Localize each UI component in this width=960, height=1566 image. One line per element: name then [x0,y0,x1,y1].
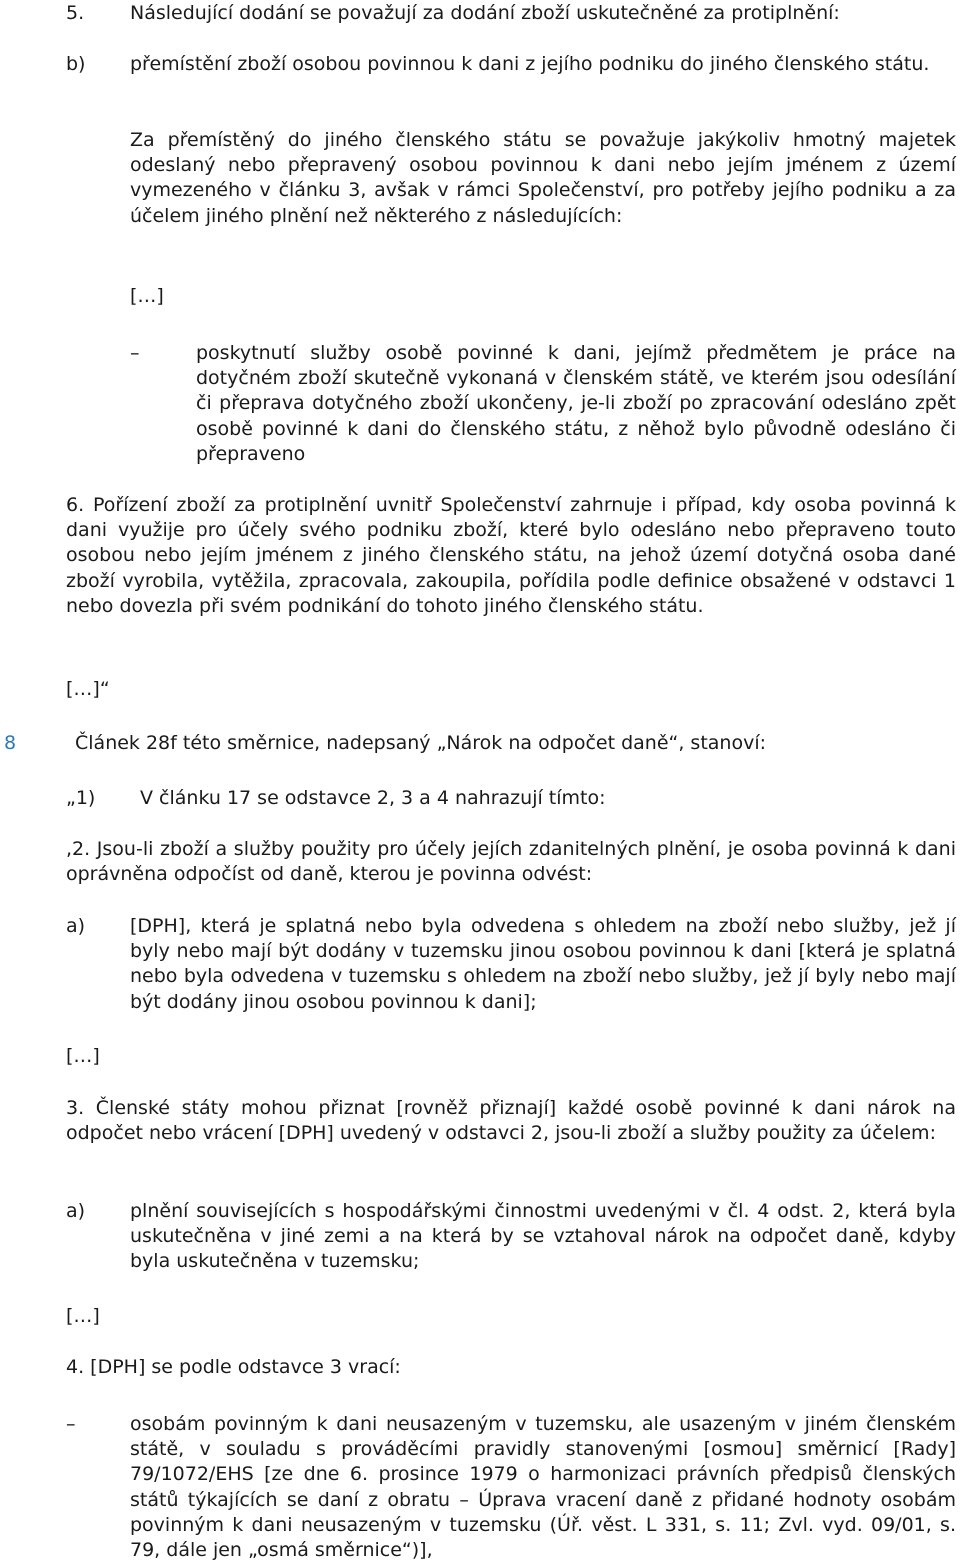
para3a-label: a) [66,1200,86,1222]
para6: 6. Pořízení zboží za protiplnění uvnitř Společenství zahrnuje i případ, kdy osoba povinná k dani využije pro účely svého podniku zboží, které bylo odesláno nebo přepraveno touto osobou nebo jejím jménem z jiného členského státu, na jehož území dotyčná osoba dané zboží vyrobila, vytěžila, zpracovala, zakoupila, pořídila podle definice obsažené v odstavci 1 nebo dovezla při svém podnikání do tohoto jiného členského státu. [66,494,956,617]
para3: 3. Členské státy mohou přiznat [rovněž přiznají] každé osobě povinné k dani nárok na odpočet nebo vrácení [DPH] uvedený v odstavci 2, jsou-li zboží a služby použity za účelem: [66,1097,956,1145]
para2a-label: a) [66,915,86,937]
dash-item-1-text: poskytnutí služby osobě povinné k dani, jejímž předmětem je práce na dotyčném zboží skutečně vykonaná v členském státě, ve kterém jsou odesílání či přeprava dotyčného zboží ukončeny, je-li zboží po zpracování odesláno zpět osobě povinné k dani do členského státu, z něhož bylo původně odesláno či přepraveno [196,342,956,465]
para5-number: 5. [66,2,85,24]
para5b-label: b) [66,53,86,75]
item1-text: V článku 17 se odstavce 2, 3 a 4 nahrazují tímto: [140,787,606,809]
dash-item-2-dash: – [66,1413,76,1435]
ellipsis-2: […]“ [66,678,110,700]
para3a-text: plnění souvisejících s hospodářskými činnostmi uvedenými v čl. 4 odst. 2, která byla uskutečněna v jiné zemi a na která by se vztahoval nárok na odpočet daně, kdyby byla uskutečněna v tuzemsku; [130,1200,956,1273]
dash-item-2-text: osobám povinným k dani neusazeným v tuzemsku, ale usazeným v jiném členském státě, v souladu s prováděcími pravidly stanovenými [osmou] směrnicí [Rady] 79/1072/EHS [ze dne 6. prosince 1979 o harmonizaci právních předpisů členských států týkajících se daní z obratu – Úprava vracení daně z přidané hodnoty osobám povinným k dani neusazeným v tuzemsku (Úř. věst. L 331, s. 11; Zvl. vyd. 09/01, s. 79, dále jen „osmá směrnice“)], [130,1413,956,1562]
section8-heading: Článek 28f této směrnice, nadepsaný „Nárok na odpočet daně“, stanoví: [75,732,767,754]
para4: 4. [DPH] se podle odstavce 3 vrací: [66,1356,401,1378]
para2a-text: [DPH], která je splatná nebo byla odvedena s ohledem na zboží nebo služby, jež jí byly nebo mají být dodány v tuzemsku jinou osobou povinnou k dani [která je splatná nebo byla odvedena v tuzemsku s ohledem na zboží nebo služby, jež jí byly nebo mají být dodány jinou osobou povinnou k dani]; [130,915,956,1013]
para5-definition: Za přemístěný do jiného členského státu se považuje jakýkoliv hmotný majetek odeslaný nebo přepravený osobou povinnou k dani nebo jejím jménem z území vymezeného v článku 3, avšak v rámci Společenství, pro potřeby jejího podniku a za účelem jiného plnění než některého z následujících: [130,129,956,227]
ellipsis-4: […] [66,1305,100,1327]
ellipsis-1: […] [130,285,164,307]
item1-number: „1) [66,787,96,809]
para2: ,2. Jsou-li zboží a služby použity pro účely jejích zdanitelných plnění, je osoba povinná k dani oprávněna odpočíst od daně, kterou je povinna odvést: [66,838,956,886]
section-number: 8 [4,732,17,754]
para5-text: Následující dodání se považují za dodání zboží uskutečněné za protiplnění: [130,2,840,24]
dash-item-1-dash: – [130,342,140,364]
para5b-text: přemístění zboží osobou povinnou k dani z jejího podniku do jiného členského státu. [130,53,930,75]
ellipsis-3: […] [66,1045,100,1067]
